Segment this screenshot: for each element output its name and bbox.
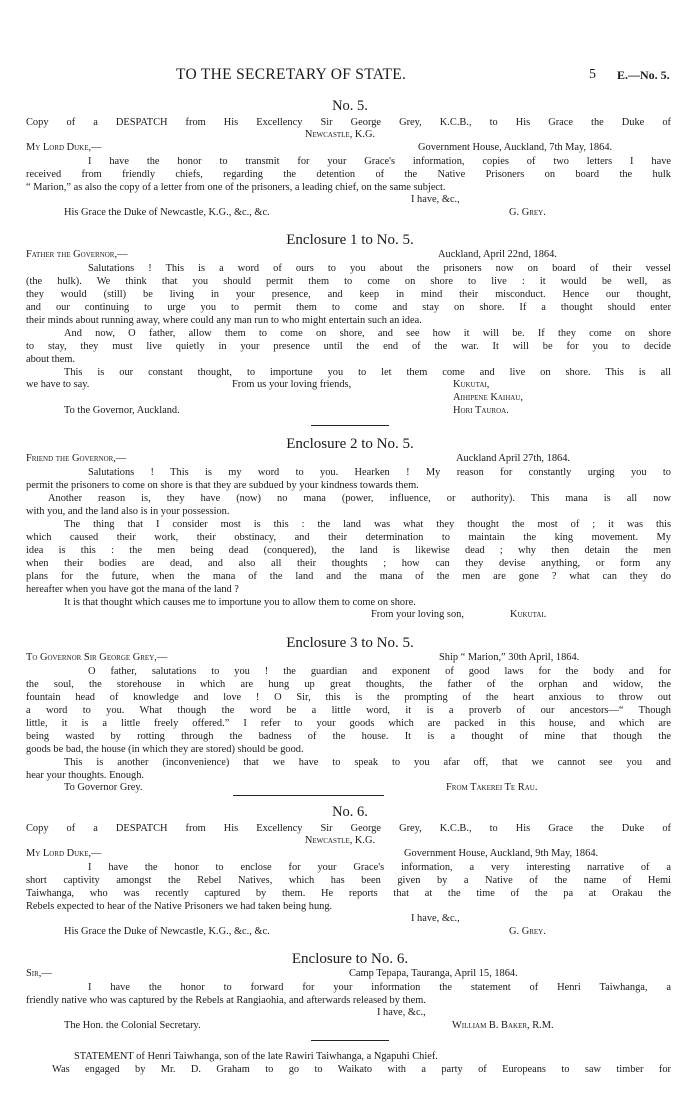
running-title: TO THE SECRETARY OF STATE. bbox=[176, 66, 407, 83]
address-line: Government House, Auckland, 9th May, 1864. bbox=[404, 848, 599, 859]
paragraph-line: goods be bad, the house (in which they are stored) should be good. bbox=[26, 744, 304, 755]
paragraph-line: And now, O father, allow them to come on shore, and see how it will be. If they come on shore bbox=[64, 328, 671, 339]
closing-line: I have, &c., bbox=[411, 194, 460, 205]
paragraph-line: we have to say. bbox=[26, 379, 90, 390]
paragraph-line: they would (still) be living in your presence, and keep in mind their misconduct. Hence our thought, bbox=[26, 289, 671, 300]
paragraph-line: hereafter when you have got the mana of the land ? bbox=[26, 584, 239, 595]
salutation: To Governor Sir George Grey,— bbox=[26, 652, 168, 663]
section-divider bbox=[311, 425, 389, 426]
paragraph-line: Salutations ! This is my word to you. Hearken ! My reason for constantly urging you to bbox=[88, 467, 671, 478]
paragraph-line: This is another (inconvenience) that we have to speak to you afar off, that we cannot see you and bbox=[64, 757, 671, 768]
paragraph-line: fountain head of knowledge and love ! O Sir, this is the prompting of the heart anxious to throw out bbox=[26, 692, 671, 703]
from-line: From us your loving friends, bbox=[232, 379, 352, 390]
statement-heading: STATEMENT of Henri Taiwhanga, son of the late Rawiri Taiwhanga, a Ngapuhi Chief. bbox=[74, 1051, 438, 1062]
signer-name: From Takerei Te Rau. bbox=[446, 782, 538, 793]
letter-date: Auckland April 27th, 1864. bbox=[456, 453, 570, 464]
signer-name: Kukutai. bbox=[510, 609, 547, 620]
page-number: 5 bbox=[589, 67, 596, 82]
salutation: Sir,— bbox=[26, 968, 52, 979]
salutation: My Lord Duke,— bbox=[26, 848, 102, 859]
document-ref: E.—No. 5. bbox=[617, 68, 670, 82]
closing-line: I have, &c., bbox=[411, 913, 460, 924]
signer-name: Kukutai, bbox=[453, 379, 490, 390]
signer-name: Hori Tauroa. bbox=[453, 405, 509, 416]
paragraph-line: (the hulk). We think that you should permit them to come on shore to live : it would be well, as bbox=[26, 276, 671, 287]
paragraph-line: friendly native who was captured by the Rebels at Rangiaohia, and afterwards released by them. bbox=[26, 995, 426, 1006]
to-line: To the Governor, Auckland. bbox=[64, 405, 180, 416]
despatch-copy-line: Copy of a DESPATCH from His Excellency Sir George Grey, K.C.B., to His Grace the Duke of bbox=[26, 117, 671, 128]
paragraph-line: This is our constant thought, to importune you to let them come and live on shore. This is all bbox=[64, 367, 671, 378]
paragraph-line: O father, salutations to you ! the guardian and exponent of good laws for the body and for bbox=[88, 666, 671, 677]
signature: G. Grey. bbox=[509, 207, 546, 218]
addressee-line: His Grace the Duke of Newcastle, K.G., &c., &c. bbox=[64, 207, 270, 218]
section-heading-no6: No. 6. bbox=[332, 804, 368, 820]
paragraph-line: when their bodies are dead, and also all their thoughts ; how can they devise anything, or form any bbox=[26, 558, 671, 569]
despatch-copy-line: Copy of a DESPATCH from His Excellency Sir George Grey, K.C.B., to His Grace the Duke of bbox=[26, 823, 671, 834]
enclosure-1-heading: Enclosure 1 to No. 5. bbox=[286, 232, 414, 248]
paragraph-line: I have the honor to transmit for your Grace's information, copies of two letters I have bbox=[88, 156, 671, 167]
section-heading-no5: No. 5. bbox=[332, 98, 368, 114]
letter-date: Camp Tepapa, Tauranga, April 15, 1864. bbox=[349, 968, 518, 979]
signature: G. Grey. bbox=[509, 926, 546, 937]
paragraph-line: a word to you. What though the word be a little word, it is a proverb of our ancestors—“ Though bbox=[26, 705, 671, 716]
salutation: My Lord Duke,— bbox=[26, 142, 102, 153]
paragraph-line: about them. bbox=[26, 354, 76, 365]
paragraph-line: Taiwhanga, who was recently captured by them. He reports that at the time of the pa at Orakau the bbox=[26, 888, 671, 899]
section-divider bbox=[311, 1040, 389, 1041]
paragraph-line: Rebels expected to hear of the Native Prisoners we had taken being hung. bbox=[26, 901, 333, 912]
paragraph-line: hear your thoughts. Enough. bbox=[26, 770, 145, 781]
enclosure-3-heading: Enclosure 3 to No. 5. bbox=[286, 635, 414, 651]
section-divider bbox=[233, 795, 384, 796]
paragraph-line: I have the honor to enclose for your Grace's information, a very interesting narrative of a bbox=[88, 862, 671, 873]
paragraph-line: It is that thought which causes me to importune you to allow them to come on shore. bbox=[64, 597, 416, 608]
paragraph-line: to stay, they must live quietly in your presence until the end of the war. It will be for you to decide bbox=[26, 341, 671, 352]
enclosure-no6-heading: Enclosure to No. 6. bbox=[291, 951, 409, 967]
paragraph-line: idea is this : the men being dead (conquered), the land is likewise dead ; why then detain the men bbox=[26, 545, 671, 556]
paragraph-line: received from friendly chiefs, regarding the detention of the Native Prisoners on board the hulk bbox=[26, 169, 671, 180]
paragraph-line: I have the honor to forward for your information the statement of Henri Taiwhanga, a bbox=[88, 982, 671, 993]
addressee-line: His Grace the Duke of Newcastle, K.G., &c., &c. bbox=[64, 926, 270, 937]
signer-name: Aihipene Kaihau, bbox=[453, 392, 523, 403]
paragraph-line: which caused their work, their obstinacy, and their determination to maintain the king movement. My bbox=[26, 532, 671, 543]
paragraph-line: The thing that I consider most is this : the land was what they thought the most of ; it was this bbox=[64, 519, 671, 530]
paragraph-line: plans for the future, when the mana of the land and the mana of the men are gone ? what can they do bbox=[26, 571, 671, 582]
signature: William B. Baker, R.M. bbox=[452, 1020, 554, 1031]
paragraph-line: Another reason is, they have (now) no mana (power, influence, or authority). This mana is all now bbox=[48, 493, 671, 504]
letter-date: Ship “ Marion,” 30th April, 1864. bbox=[439, 652, 580, 663]
address-line: Government House, Auckland, 7th May, 1864. bbox=[418, 142, 613, 153]
enclosure-2-heading: Enclosure 2 to No. 5. bbox=[286, 436, 414, 452]
paragraph-line: Was engaged by Mr. D. Graham to go to Waikato with a party of Europeans to saw timber for bbox=[52, 1064, 671, 1075]
paragraph-line: and our continuing to urge you to permit them to come and stay on shore. If a thought should enter bbox=[26, 302, 671, 313]
paragraph-line: permit the prisoners to come on shore is that they are subdued by your kindness towards them. bbox=[26, 480, 419, 491]
paragraph-line: Salutations ! This is a word of ours to you about the prisoners now on board of their vessel bbox=[88, 263, 671, 274]
salutation: Friend the Governor,— bbox=[26, 453, 127, 464]
despatch-copy-line-2: Newcastle, K.G. bbox=[304, 835, 376, 846]
to-line: To Governor Grey. bbox=[64, 782, 143, 793]
despatch-copy-line-2: Newcastle, K.G. bbox=[304, 129, 376, 140]
addressee-line: The Hon. the Colonial Secretary. bbox=[64, 1020, 201, 1031]
letter-date: Auckland, April 22nd, 1864. bbox=[438, 249, 557, 260]
paragraph-line: short captivity amongst the Rebel Natives, which has been given by a Native of the name of Hemi bbox=[26, 875, 671, 886]
paragraph-line: their minds about running away, where could any man run to who might entertain such an idea. bbox=[26, 315, 422, 326]
paragraph-line: little, it is a little freely offered.” I refer to your goods which are packed in this house, and which are bbox=[26, 718, 671, 729]
paragraph-line: with you, and the land also is in your possession. bbox=[26, 506, 230, 517]
paragraph-line: “ Marion,” as also the copy of a letter from one of the prisoners, a leading chief, on the same subject. bbox=[26, 182, 446, 193]
paragraph-line: the soul, the storehouse in which are hung up great thoughts, the father of the orphan and widow, the bbox=[26, 679, 671, 690]
salutation: Father the Governor,— bbox=[26, 249, 128, 260]
from-line: From your loving son, bbox=[371, 609, 464, 620]
paragraph-line: being wasted by rotting through the badness of the house. It is a thought of mine that though the bbox=[26, 731, 671, 742]
closing-line: I have, &c., bbox=[377, 1007, 426, 1018]
